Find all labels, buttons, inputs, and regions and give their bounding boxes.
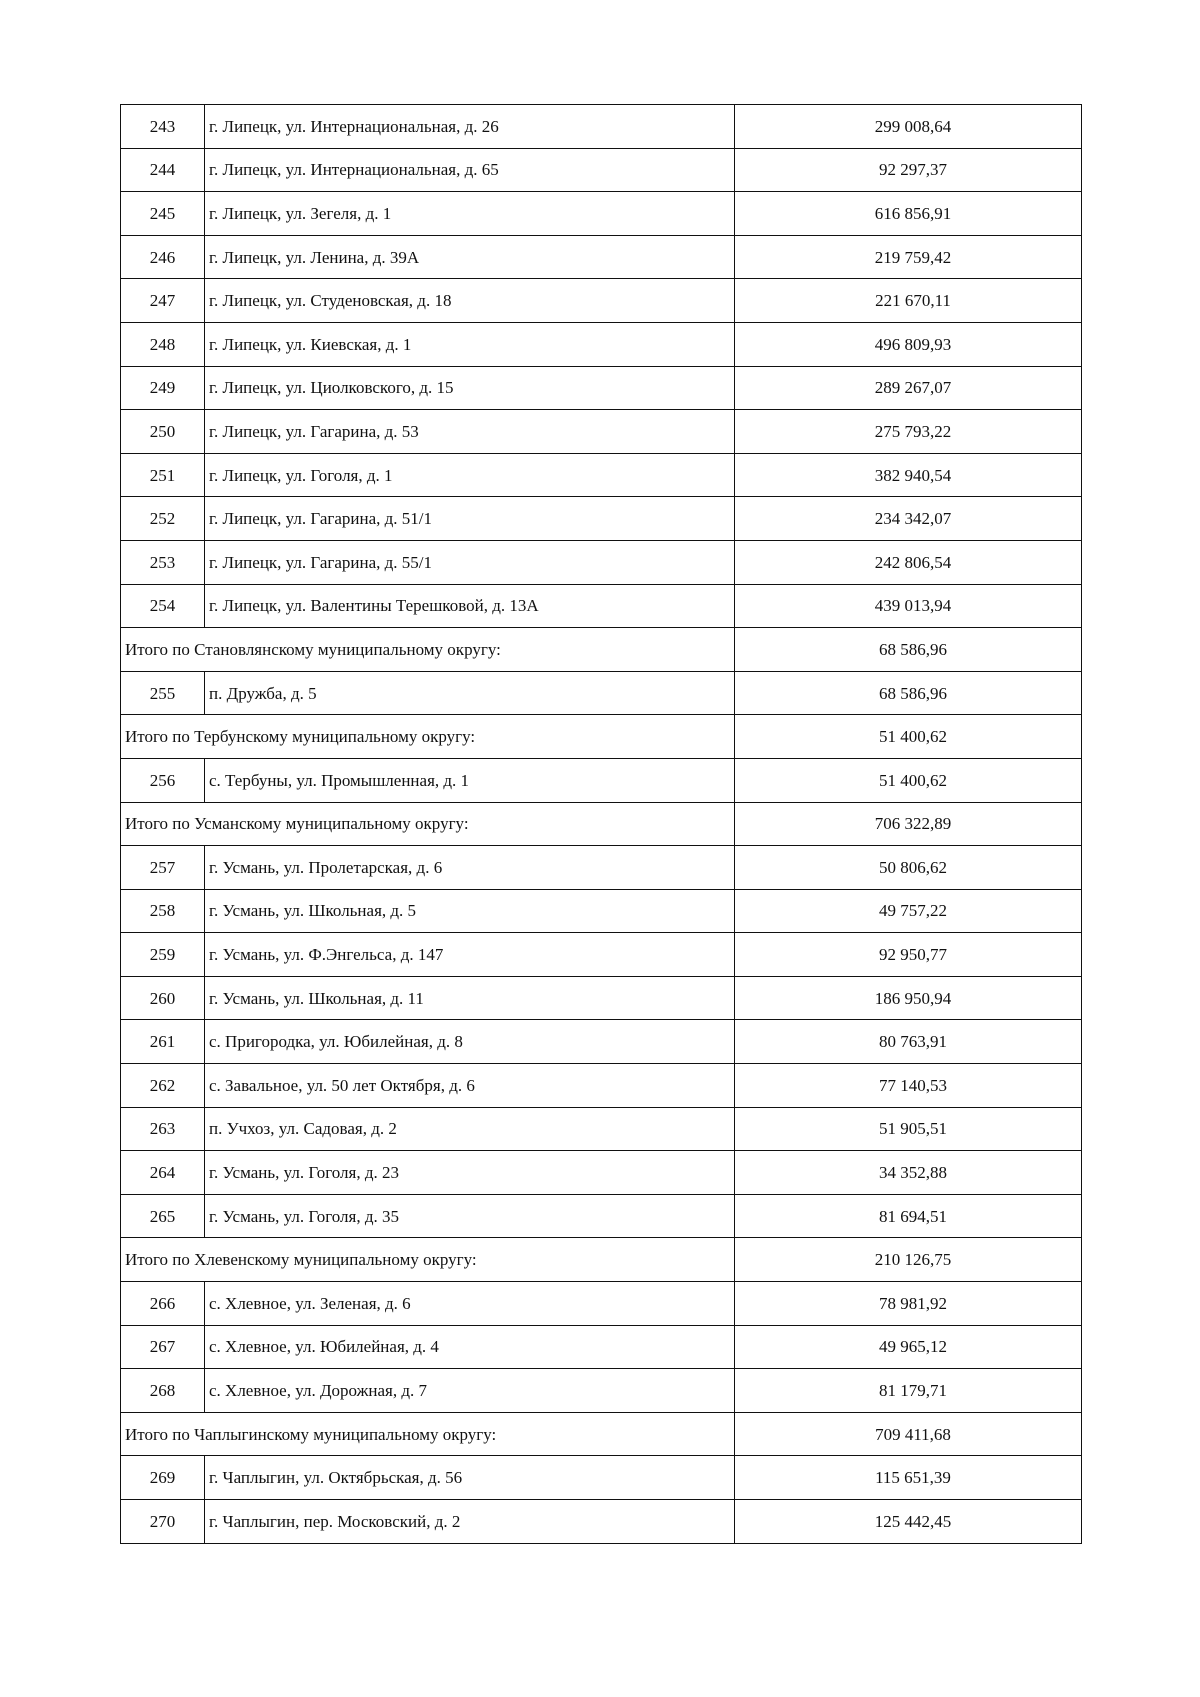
- table-body: [121, 105, 1082, 1544]
- row-number: 247: [121, 279, 205, 323]
- table-row: [121, 192, 1082, 236]
- row-address: г. Усмань, ул. Школьная, д. 5: [205, 889, 735, 933]
- table-row: [121, 148, 1082, 192]
- row-amount: 77 140,53: [735, 1064, 1082, 1108]
- district-total-label: Итого по Хлевенскому муниципальному округу:: [121, 1238, 735, 1282]
- row-amount: 186 950,94: [735, 976, 1082, 1020]
- district-total-label: Итого по Чаплыгинскому муниципальному округу:: [121, 1412, 735, 1456]
- table-row: [121, 279, 1082, 323]
- row-amount: 125 442,45: [735, 1500, 1082, 1544]
- row-amount: 49 757,22: [735, 889, 1082, 933]
- table-row: [121, 889, 1082, 933]
- row-amount: 221 670,11: [735, 279, 1082, 323]
- table-row: [121, 1500, 1082, 1544]
- row-number: 245: [121, 192, 205, 236]
- row-address: г. Липецк, ул. Интернациональная, д. 26: [205, 105, 735, 149]
- row-amount: 49 965,12: [735, 1325, 1082, 1369]
- row-address: с. Хлевное, ул. Зеленая, д. 6: [205, 1282, 735, 1326]
- row-amount: 382 940,54: [735, 453, 1082, 497]
- row-address: г. Липецк, ул. Ленина, д. 39А: [205, 235, 735, 279]
- row-number: 267: [121, 1325, 205, 1369]
- row-address: г. Липецк, ул. Валентины Терешковой, д. 13А: [205, 584, 735, 628]
- row-number: 260: [121, 976, 205, 1020]
- row-address: г. Липецк, ул. Гагарина, д. 51/1: [205, 497, 735, 541]
- row-amount: 50 806,62: [735, 846, 1082, 890]
- row-address: г. Липецк, ул. Зегеля, д. 1: [205, 192, 735, 236]
- table-row: [121, 453, 1082, 497]
- table-row: [121, 758, 1082, 802]
- table-row: [121, 105, 1082, 149]
- row-number: 246: [121, 235, 205, 279]
- table-row: [121, 1151, 1082, 1195]
- table-row: [121, 235, 1082, 279]
- district-total-amount: 68 586,96: [735, 628, 1082, 672]
- row-amount: 51 400,62: [735, 758, 1082, 802]
- row-address: г. Липецк, ул. Циолковского, д. 15: [205, 366, 735, 410]
- row-address: с. Пригородка, ул. Юбилейная, д. 8: [205, 1020, 735, 1064]
- district-total-amount: 51 400,62: [735, 715, 1082, 759]
- row-number: 264: [121, 1151, 205, 1195]
- district-total-amount: 709 411,68: [735, 1412, 1082, 1456]
- row-number: 243: [121, 105, 205, 149]
- row-number: 251: [121, 453, 205, 497]
- row-amount: 81 694,51: [735, 1194, 1082, 1238]
- table-row: [121, 976, 1082, 1020]
- row-number: 266: [121, 1282, 205, 1326]
- row-address: г. Липецк, ул. Гоголя, д. 1: [205, 453, 735, 497]
- district-total-amount: 210 126,75: [735, 1238, 1082, 1282]
- row-number: 254: [121, 584, 205, 628]
- table-row: [121, 846, 1082, 890]
- district-total-row: [121, 1412, 1082, 1456]
- row-number: 259: [121, 933, 205, 977]
- district-total-amount: 706 322,89: [735, 802, 1082, 846]
- table-row: [121, 1020, 1082, 1064]
- row-number: 255: [121, 671, 205, 715]
- row-number: 244: [121, 148, 205, 192]
- row-address: г. Чаплыгин, ул. Октябрьская, д. 56: [205, 1456, 735, 1500]
- table-row: [121, 584, 1082, 628]
- district-total-row: [121, 628, 1082, 672]
- row-address: г. Усмань, ул. Пролетарская, д. 6: [205, 846, 735, 890]
- row-address: г. Липецк, ул. Студеновская, д. 18: [205, 279, 735, 323]
- row-address: г. Липецк, ул. Гагарина, д. 53: [205, 410, 735, 454]
- row-amount: 219 759,42: [735, 235, 1082, 279]
- table-row: [121, 1456, 1082, 1500]
- row-address: г. Усмань, ул. Школьная, д. 11: [205, 976, 735, 1020]
- row-number: 249: [121, 366, 205, 410]
- row-amount: 78 981,92: [735, 1282, 1082, 1326]
- row-number: 250: [121, 410, 205, 454]
- row-number: 269: [121, 1456, 205, 1500]
- row-amount: 51 905,51: [735, 1107, 1082, 1151]
- row-amount: 299 008,64: [735, 105, 1082, 149]
- row-amount: 92 950,77: [735, 933, 1082, 977]
- table-row: [121, 1107, 1082, 1151]
- row-amount: 496 809,93: [735, 322, 1082, 366]
- row-amount: 616 856,91: [735, 192, 1082, 236]
- row-amount: 81 179,71: [735, 1369, 1082, 1413]
- row-number: 268: [121, 1369, 205, 1413]
- table-row: [121, 671, 1082, 715]
- district-total-row: [121, 1238, 1082, 1282]
- row-number: 262: [121, 1064, 205, 1108]
- table-row: [121, 497, 1082, 541]
- table-row: [121, 1194, 1082, 1238]
- table-row: [121, 1064, 1082, 1108]
- district-total-label: Итого по Усманскому муниципальному округу:: [121, 802, 735, 846]
- row-amount: 68 586,96: [735, 671, 1082, 715]
- row-address: с. Хлевное, ул. Юбилейная, д. 4: [205, 1325, 735, 1369]
- row-amount: 275 793,22: [735, 410, 1082, 454]
- row-address: п. Учхоз, ул. Садовая, д. 2: [205, 1107, 735, 1151]
- district-total-row: [121, 802, 1082, 846]
- row-number: 265: [121, 1194, 205, 1238]
- row-address: с. Завальное, ул. 50 лет Октября, д. 6: [205, 1064, 735, 1108]
- row-number: 257: [121, 846, 205, 890]
- row-number: 248: [121, 322, 205, 366]
- row-address: г. Липецк, ул. Интернациональная, д. 65: [205, 148, 735, 192]
- address-amount-table: [120, 104, 1082, 1544]
- row-address: г. Усмань, ул. Гоголя, д. 23: [205, 1151, 735, 1195]
- row-number: 270: [121, 1500, 205, 1544]
- row-amount: 80 763,91: [735, 1020, 1082, 1064]
- document-page: [120, 104, 1081, 1544]
- row-number: 252: [121, 497, 205, 541]
- row-amount: 289 267,07: [735, 366, 1082, 410]
- row-number: 258: [121, 889, 205, 933]
- district-total-row: [121, 715, 1082, 759]
- district-total-label: Итого по Становлянскому муниципальному округу:: [121, 628, 735, 672]
- row-amount: 242 806,54: [735, 540, 1082, 584]
- row-amount: 439 013,94: [735, 584, 1082, 628]
- row-address: г. Усмань, ул. Гоголя, д. 35: [205, 1194, 735, 1238]
- table-row: [121, 1282, 1082, 1326]
- table-row: [121, 1325, 1082, 1369]
- table-row: [121, 540, 1082, 584]
- row-amount: 115 651,39: [735, 1456, 1082, 1500]
- table-row: [121, 1369, 1082, 1413]
- row-address: с. Хлевное, ул. Дорожная, д. 7: [205, 1369, 735, 1413]
- district-total-label: Итого по Тербунскому муниципальному округу:: [121, 715, 735, 759]
- row-address: с. Тербуны, ул. Промышленная, д. 1: [205, 758, 735, 802]
- table-row: [121, 366, 1082, 410]
- row-number: 253: [121, 540, 205, 584]
- row-address: г. Чаплыгин, пер. Московский, д. 2: [205, 1500, 735, 1544]
- row-number: 261: [121, 1020, 205, 1064]
- row-address: г. Усмань, ул. Ф.Энгельса, д. 147: [205, 933, 735, 977]
- table-row: [121, 410, 1082, 454]
- row-address: г. Липецк, ул. Киевская, д. 1: [205, 322, 735, 366]
- row-address: п. Дружба, д. 5: [205, 671, 735, 715]
- row-number: 263: [121, 1107, 205, 1151]
- row-amount: 34 352,88: [735, 1151, 1082, 1195]
- row-amount: 234 342,07: [735, 497, 1082, 541]
- row-address: г. Липецк, ул. Гагарина, д. 55/1: [205, 540, 735, 584]
- row-number: 256: [121, 758, 205, 802]
- table-row: [121, 322, 1082, 366]
- row-amount: 92 297,37: [735, 148, 1082, 192]
- table-row: [121, 933, 1082, 977]
